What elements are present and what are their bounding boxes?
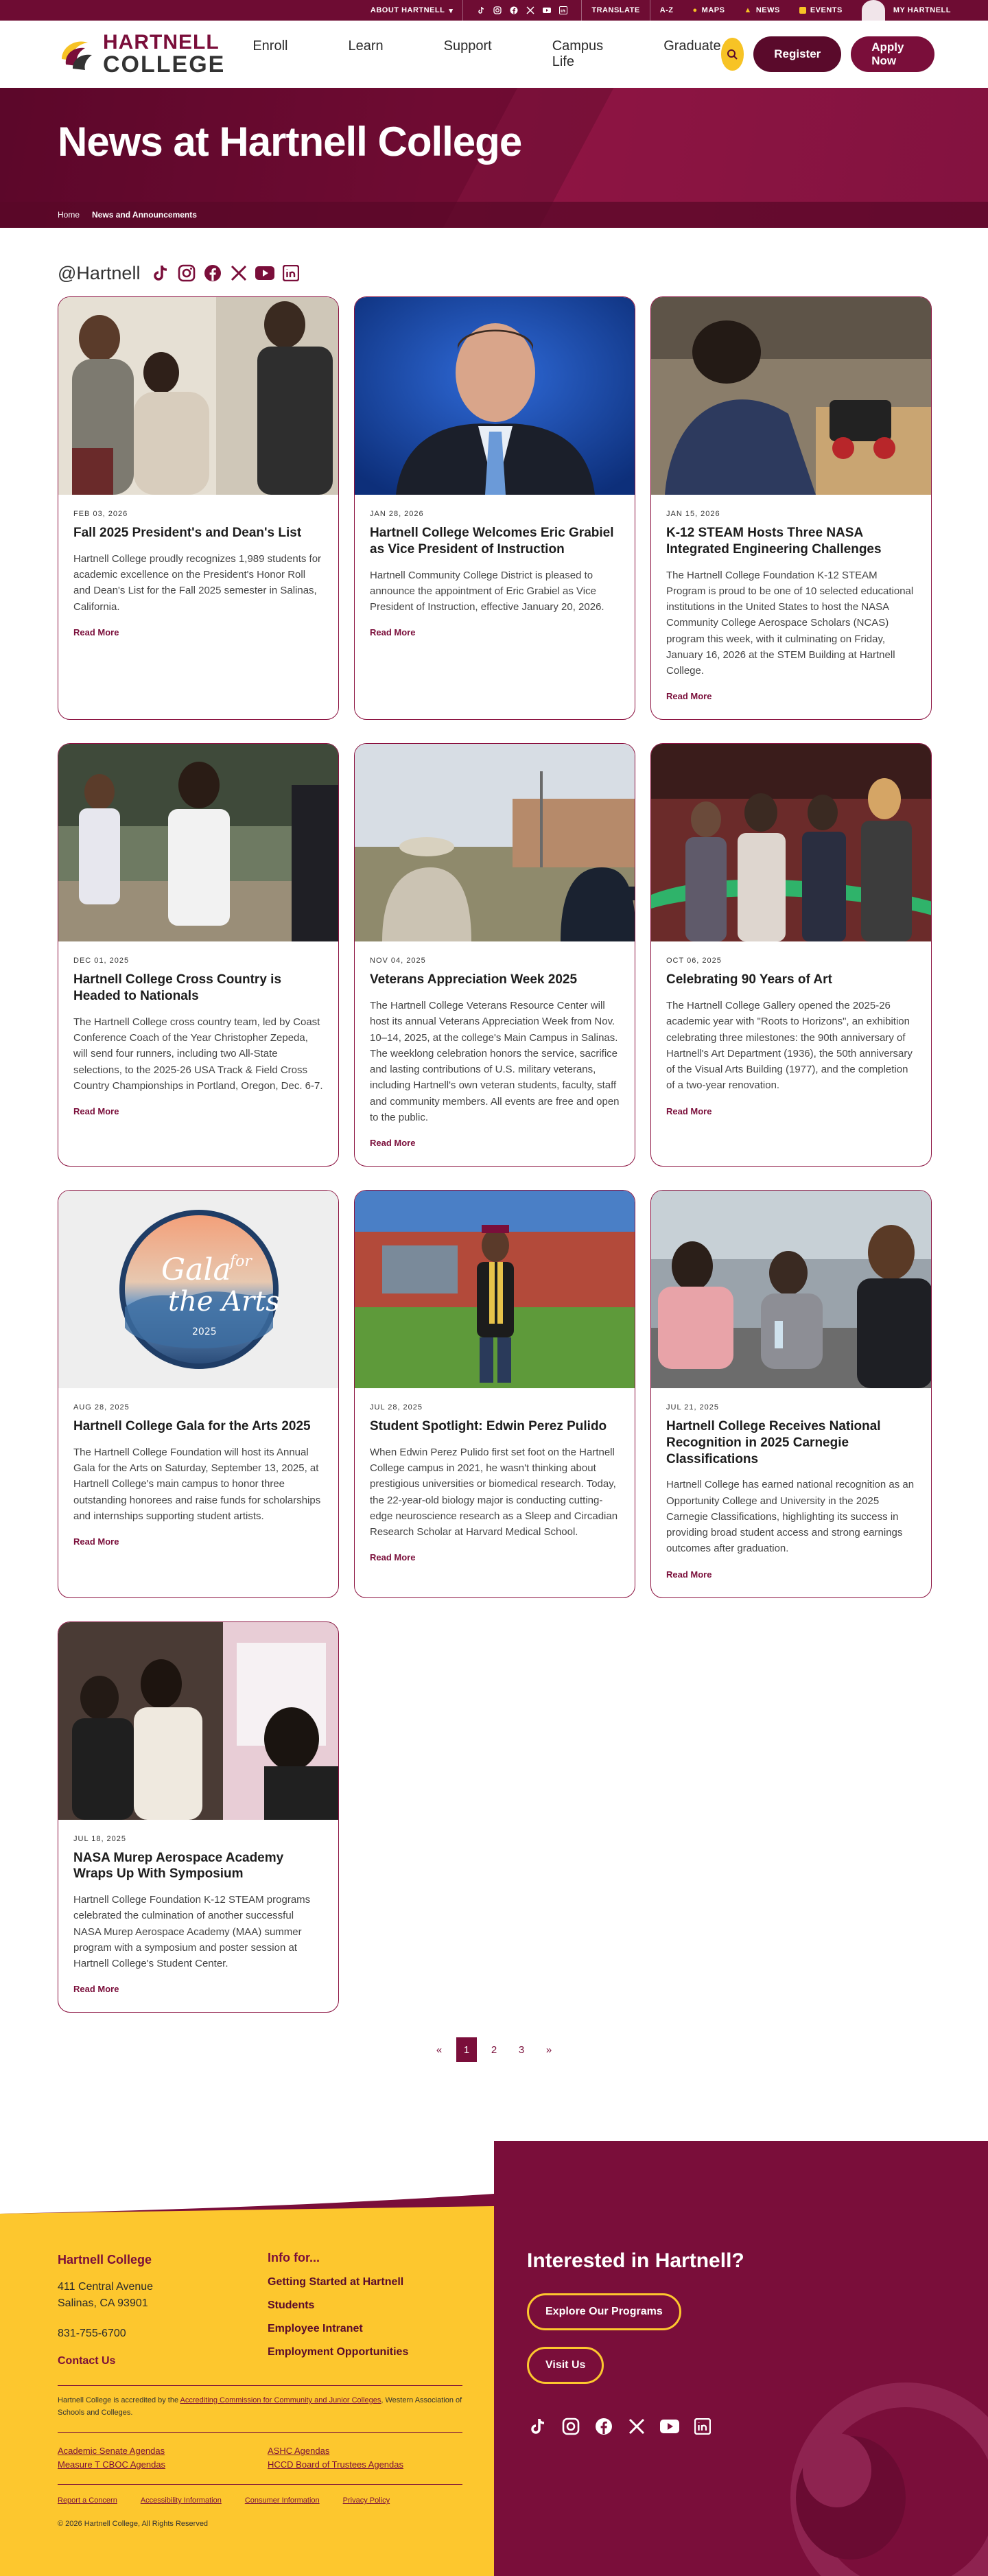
gala-logo-text: Gala bbox=[161, 1252, 231, 1287]
about-menu[interactable] bbox=[361, 0, 462, 21]
logo[interactable] bbox=[58, 32, 225, 76]
cta-heading: Interested in Hartnell? bbox=[527, 2249, 744, 2272]
news-card[interactable] bbox=[650, 296, 932, 720]
pagination-next[interactable]: » bbox=[545, 2044, 552, 2056]
news-date: JUL 28, 2025 bbox=[370, 1403, 423, 1412]
news-card[interactable] bbox=[58, 743, 339, 1167]
accreditation-link[interactable]: Accrediting Commission for Community and Junior Colleges bbox=[180, 2396, 381, 2404]
about-label: ABOUT HARTNELL bbox=[370, 6, 445, 14]
footer-link-getting-started[interactable]: Getting Started at Hartnell bbox=[268, 2276, 404, 2288]
news-title[interactable]: Veterans Appreciation Week 2025 bbox=[370, 972, 578, 987]
nav-item-graduate[interactable]: Graduate bbox=[663, 38, 721, 54]
news-card[interactable] bbox=[650, 1190, 932, 1598]
news-excerpt: The Hartnell College Foundation K-12 STEAM Program is proud to be one of 10 selected educational institutions in the United States to host the NASA Community College Aerospace Scholars (NCAS) program this week, with it culminating on Friday, January 16, 2026 at the STEM Building at Hartnell College. bbox=[666, 569, 914, 677]
news-label: NEWS bbox=[755, 6, 780, 14]
map-pin-icon: ● bbox=[692, 6, 698, 14]
news-date: DEC 01, 2025 bbox=[73, 957, 130, 965]
board-trustees-link[interactable]: HCCD Board of Trustees Agendas bbox=[268, 2459, 403, 2470]
news-date: OCT 06, 2025 bbox=[666, 957, 722, 965]
explore-programs-button[interactable]: Explore Our Programs bbox=[527, 2293, 681, 2330]
translate-label: TRANSLATE bbox=[591, 6, 640, 14]
footer-divider bbox=[58, 2484, 462, 2485]
instagram-icon[interactable] bbox=[561, 2417, 580, 2436]
x-icon[interactable] bbox=[229, 264, 248, 283]
utility-bar bbox=[0, 0, 988, 21]
youtube-icon[interactable] bbox=[660, 2417, 679, 2436]
breadcrumb-current: News and Announcements bbox=[92, 210, 197, 220]
footer-link-employment[interactable]: Employment Opportunities bbox=[268, 2346, 409, 2358]
news-photo bbox=[355, 297, 635, 495]
gala-logo-for: for bbox=[230, 1253, 252, 1270]
search-button[interactable] bbox=[721, 38, 744, 71]
panther-mascot-icon bbox=[862, 0, 885, 21]
news-date: JUL 21, 2025 bbox=[666, 1403, 720, 1412]
footer-legal-links bbox=[58, 2496, 390, 2505]
news-card[interactable] bbox=[58, 296, 339, 720]
tiktok-icon[interactable] bbox=[528, 2417, 548, 2436]
footer-phone[interactable]: 831-755-6700 bbox=[58, 2328, 126, 2339]
news-title[interactable]: Fall 2025 President's and Dean's List bbox=[73, 526, 302, 540]
news-photo bbox=[58, 1191, 338, 1388]
pagination-page-3[interactable]: 3 bbox=[518, 2044, 525, 2056]
news-date: FEB 03, 2026 bbox=[73, 510, 128, 518]
az-label: A-Z bbox=[659, 6, 674, 14]
footer-divider bbox=[58, 2432, 462, 2433]
page-title: News at Hartnell College bbox=[58, 119, 522, 165]
gala-logo-arts: the Arts bbox=[168, 1286, 280, 1318]
read-more-link[interactable]: Read More bbox=[73, 1536, 119, 1547]
read-more-link[interactable]: Read More bbox=[370, 1138, 416, 1148]
nav-item-support[interactable]: Support bbox=[443, 38, 492, 54]
youtube-icon[interactable] bbox=[543, 6, 551, 14]
accreditation-text-end: , Western Association of Schools and Colleges. bbox=[58, 2396, 462, 2417]
news-title[interactable]: Hartnell College Receives National Recognition in 2025 Carnegie Classifications bbox=[666, 1419, 881, 1466]
news-excerpt: Hartnell College has earned national recognition as an Opportunity College and University in the 2025 Carnegie Classifications, highlighting its success in providing broad student access and strong earnings outcomes after graduation. bbox=[666, 1479, 915, 1555]
accreditation-text: Hartnell College is accredited by the bbox=[58, 2396, 180, 2404]
footer-info-for bbox=[268, 2251, 408, 2369]
hartnell-logo-icon bbox=[58, 34, 97, 74]
news-excerpt: Hartnell Community College District is pleased to announce the appointment of Eric Grabiel as Vice President of Instruction, effective January 20, 2026. bbox=[370, 569, 604, 613]
news-excerpt: The Hartnell College Gallery opened the 2025-26 academic year with "Roots to Horizons", an exhibition celebrating three milestones: the 90th anniversary of Hartnell's Art Department (1936), the 50th anniversary of the Visual Arts Building (1977), and the completion of a two-year renovation. bbox=[666, 1000, 913, 1092]
footer-link-employee-intranet[interactable]: Employee Intranet bbox=[268, 2323, 363, 2334]
news-card[interactable] bbox=[354, 1190, 635, 1598]
read-more-link[interactable]: Read More bbox=[370, 1552, 416, 1563]
facebook-icon[interactable] bbox=[203, 264, 222, 283]
copyright: © 2026 Hartnell College, All Rights Reserved bbox=[58, 2520, 209, 2528]
footer-agendas-left bbox=[58, 2444, 165, 2471]
events-label: EVENTS bbox=[810, 6, 843, 14]
linkedin-icon[interactable] bbox=[693, 2417, 712, 2436]
my-hartnell-label: MY HARTNELL bbox=[893, 6, 951, 14]
news-title[interactable]: K-12 STEAM Hosts Three NASA Integrated Engineering Challenges bbox=[666, 526, 882, 557]
news-card[interactable] bbox=[354, 743, 635, 1167]
breadcrumb-home[interactable]: Home bbox=[58, 210, 80, 220]
youtube-icon[interactable] bbox=[255, 264, 274, 283]
my-hartnell-link[interactable] bbox=[852, 0, 961, 21]
read-more-link[interactable]: Read More bbox=[73, 1984, 119, 1995]
news-excerpt: The Hartnell College Foundation will host its Annual Gala for the Arts on Saturday, September 13, 2025, at Hartnell College's main campus to honor three outstanding honorees and raise funds for scholarships and internships supporting student artists. bbox=[73, 1446, 321, 1522]
logo-line-2: COLLEGE bbox=[103, 51, 226, 78]
search-icon bbox=[727, 49, 738, 60]
maps-label: MAPS bbox=[701, 6, 725, 14]
linkedin-icon[interactable] bbox=[559, 6, 567, 14]
privacy-policy-link[interactable]: Privacy Policy bbox=[342, 2496, 390, 2505]
news-excerpt: Hartnell College proudly recognizes 1,989 students for academic excellence on the President's Honor Roll and Dean's List for the Fall 2025 semester in Salinas, California. bbox=[73, 552, 322, 613]
x-icon[interactable] bbox=[627, 2417, 646, 2436]
nav-item-enroll[interactable]: Enroll bbox=[252, 38, 288, 54]
instagram-icon[interactable] bbox=[177, 264, 196, 283]
utility-social bbox=[463, 6, 581, 14]
news-excerpt: The Hartnell College cross country team, led by Coast Conference Coach of the Year Christopher Zepeda, will send four runners, including two All-State selections, to the 2025-26 USA Track & Field Cross Country Championships in Portland, Oregon, Dec. 6-7. bbox=[73, 1016, 323, 1092]
news-title[interactable]: NASA Murep Aerospace Academy Wraps Up With Symposium bbox=[73, 1850, 284, 1882]
footer-contact-link[interactable]: Contact Us bbox=[58, 2355, 116, 2367]
visit-us-button[interactable]: Visit Us bbox=[527, 2347, 604, 2384]
news-card[interactable] bbox=[354, 296, 635, 720]
news-excerpt: Hartnell College Foundation K-12 STEAM programs celebrated the culmination of another successful NASA Murep Aerospace Academy (MAA) summer program with a symposium and poster session at Hartnell College's Student Center. bbox=[73, 1894, 311, 1969]
news-photo bbox=[651, 1191, 931, 1388]
read-more-link[interactable]: Read More bbox=[666, 691, 712, 702]
chevron-down-icon: ▾ bbox=[449, 6, 454, 15]
news-date: JAN 15, 2026 bbox=[666, 510, 720, 518]
news-card[interactable] bbox=[58, 1621, 339, 2013]
news-title[interactable]: Student Spotlight: Edwin Perez Pulido bbox=[370, 1419, 607, 1433]
news-photo bbox=[355, 744, 635, 941]
nav-item-campus-life[interactable]: Campus Life bbox=[552, 38, 604, 69]
pagination-prev[interactable]: « bbox=[436, 2044, 443, 2056]
news-photo bbox=[58, 1622, 338, 1820]
footer-info-title: Info for... bbox=[268, 2251, 320, 2264]
breadcrumb bbox=[0, 202, 988, 228]
x-icon[interactable] bbox=[526, 6, 534, 14]
gala-logo-year: 2025 bbox=[192, 1326, 217, 1337]
report-concern-link[interactable]: Report a Concern bbox=[58, 2496, 117, 2505]
accessibility-link[interactable]: Accessibility Information bbox=[140, 2496, 222, 2505]
nav-item-learn[interactable]: Learn bbox=[348, 38, 384, 54]
footer-address-2: Salinas, CA 93901 bbox=[58, 2297, 148, 2309]
read-more-link[interactable]: Read More bbox=[73, 627, 119, 637]
footer-link-students[interactable]: Students bbox=[268, 2299, 315, 2311]
tiktok-icon[interactable] bbox=[151, 264, 170, 283]
calendar-icon bbox=[799, 7, 806, 14]
news-photo bbox=[651, 744, 931, 941]
news-date: NOV 04, 2025 bbox=[370, 957, 426, 965]
news-title[interactable]: Hartnell College Cross Country is Headed to Nationals bbox=[73, 972, 282, 1003]
events-link[interactable] bbox=[790, 0, 852, 21]
ashc-link[interactable]: ASHC Agendas bbox=[268, 2446, 330, 2456]
footer-agendas-right bbox=[268, 2444, 403, 2471]
social-row bbox=[0, 228, 988, 294]
facebook-icon[interactable] bbox=[594, 2417, 613, 2436]
news-date: JAN 28, 2026 bbox=[370, 510, 424, 518]
footer-accreditation bbox=[58, 2395, 462, 2419]
facebook-icon[interactable] bbox=[510, 6, 518, 14]
news-title[interactable]: Celebrating 90 Years of Art bbox=[666, 972, 832, 987]
az-link[interactable] bbox=[650, 0, 683, 21]
news-link[interactable] bbox=[734, 0, 789, 21]
news-date: AUG 28, 2025 bbox=[73, 1403, 130, 1412]
site-header bbox=[0, 21, 988, 88]
news-title[interactable]: Hartnell College Welcomes Eric Grabiel as Vice President of Instruction bbox=[370, 526, 614, 557]
logo-line-1: HARTNELL bbox=[103, 31, 220, 54]
bell-icon: ▲ bbox=[744, 6, 752, 14]
read-more-link[interactable]: Read More bbox=[666, 1569, 712, 1580]
read-more-link[interactable]: Read More bbox=[73, 1106, 119, 1116]
footer-college-name: Hartnell College bbox=[58, 2253, 152, 2267]
academic-senate-link[interactable]: Academic Senate Agendas bbox=[58, 2446, 165, 2456]
maps-link[interactable] bbox=[683, 0, 735, 21]
hero-banner bbox=[0, 88, 988, 228]
read-more-link[interactable]: Read More bbox=[666, 1105, 712, 1116]
apply-now-button[interactable]: Apply Now bbox=[851, 36, 934, 72]
news-card[interactable] bbox=[650, 743, 932, 1167]
measure-t-link[interactable]: Measure T CBOC Agendas bbox=[58, 2459, 166, 2470]
news-photo bbox=[355, 1191, 635, 1388]
header-actions bbox=[721, 36, 934, 72]
register-button[interactable]: Register bbox=[753, 36, 841, 72]
consumer-info-link[interactable]: Consumer Information bbox=[244, 2496, 320, 2505]
footer-social bbox=[528, 2417, 712, 2436]
instagram-icon[interactable] bbox=[493, 6, 502, 14]
news-excerpt: When Edwin Perez Pulido first set foot on the Hartnell College campus in 2021, he wasn't thinking about prestigious universities or biomedical research. Today, the 22-year-old biology major is conducting cutting-edge neuroscience research as a Sleep and Circadian Research Scholar at Harvard Medical School. bbox=[370, 1446, 618, 1538]
translate-link[interactable] bbox=[582, 0, 649, 21]
site-footer bbox=[0, 2141, 988, 2576]
tiktok-icon[interactable] bbox=[477, 6, 485, 14]
news-grid bbox=[0, 296, 988, 2013]
news-date: JUL 18, 2025 bbox=[73, 1834, 127, 1843]
read-more-link[interactable]: Read More bbox=[370, 627, 416, 638]
social-handle: @Hartnell bbox=[58, 262, 141, 283]
news-title[interactable]: Hartnell College Gala for the Arts 2025 bbox=[73, 1419, 311, 1433]
pagination-page-1[interactable]: 1 bbox=[456, 2037, 477, 2062]
main-nav bbox=[252, 38, 720, 70]
footer-address-1: 411 Central Avenue bbox=[58, 2281, 154, 2293]
news-card[interactable] bbox=[58, 1190, 339, 1598]
news-excerpt: The Hartnell College Veterans Resource Center will host its annual Veterans Appreciation Week from Nov. 10–14, 2025, at the college's Main Campus in Salinas. The weeklong celebration honors the service, sacrifice and lasting contributions of U.S. military veterans, including Hartnell's own veteran students, faculty, staff and community members. All events are free and open to the public. bbox=[370, 1000, 620, 1123]
pagination-page-2[interactable]: 2 bbox=[491, 2044, 497, 2056]
news-photo bbox=[651, 297, 931, 495]
footer-divider bbox=[58, 2385, 462, 2386]
footer-contact bbox=[58, 2251, 153, 2369]
linkedin-icon[interactable] bbox=[281, 264, 301, 283]
pagination bbox=[0, 2037, 988, 2062]
news-photo bbox=[58, 744, 338, 941]
news-photo bbox=[58, 297, 338, 495]
